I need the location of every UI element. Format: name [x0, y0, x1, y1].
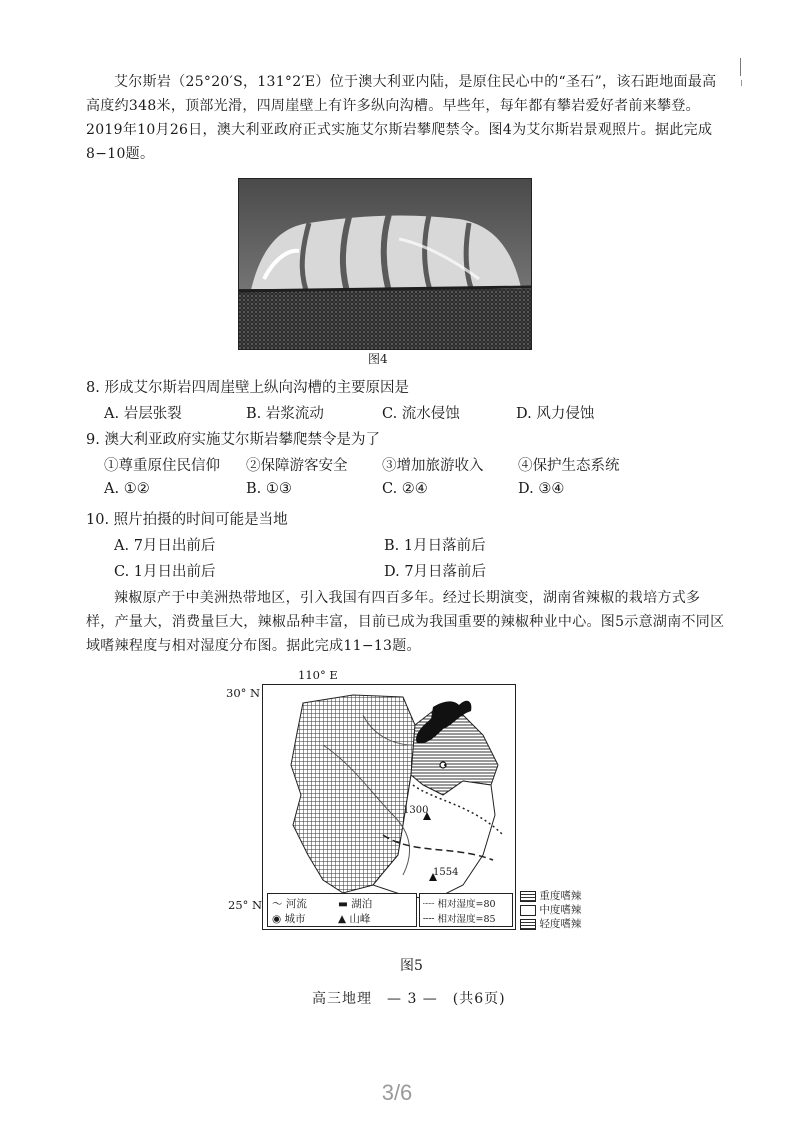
q8-option-d[interactable]: D. 风力侵蚀	[516, 406, 595, 422]
legend-lake: ▬ 湖泊	[338, 898, 373, 910]
hunan-chili-map	[262, 684, 516, 930]
legend-river: 〜 河流	[272, 898, 307, 910]
passage-ayers-rock: 艾尔斯岩（25°20′S，131°2′E）位于澳大利亚内陆，是原住民心中的“圣石”，该石距地面最高高度约348米，顶部光滑，四周崖壁上有许多纵向沟槽。早些年，每年都有攀岩爱好者前来攀登。2019年10月26日，澳大利亚政府正式实施艾尔斯岩攀爬禁令。图4为艾尔斯岩景观照片。据此完成8−10题。	[86, 74, 717, 162]
q9-item-3: ③增加旅游收入	[382, 458, 484, 474]
q9-option-c[interactable]: C. ②④	[382, 481, 428, 497]
passage-hunan-chili: 辣椒原产于中美洲热带地区，引入我国有四百多年。经过长期演变，湖南省辣椒的栽培方式多样，产量大，消费量巨大，辣椒品种丰富，目前已成为我国重要的辣椒种业中心。图5示意湖南不同区域嗜辣程度与相对湿度分布图。据此完成11−13题。	[86, 590, 725, 654]
legend-city: ◉ 城市	[272, 913, 306, 925]
light-pattern-icon	[520, 919, 536, 930]
legend-medium: 中度嗜辣	[520, 902, 581, 917]
legend-light: 轻度嗜辣	[520, 916, 581, 931]
figure-5-caption: 图5	[400, 958, 423, 974]
q8-option-a[interactable]: A. 岩层张裂	[104, 406, 182, 422]
q10-option-c[interactable]: C. 1月日出前后	[114, 564, 216, 580]
q9-item-4: ④保护生态系统	[518, 458, 620, 474]
heavy-pattern-icon	[520, 891, 536, 902]
question-10-stem: 10. 照片拍摄的时间可能是当地	[86, 512, 288, 528]
page-counter: 3/6	[381, 1080, 413, 1105]
peak-symbol-icon: ▲	[338, 913, 347, 925]
medium-pattern-icon	[520, 905, 536, 916]
peak-1300-label: 1300	[403, 805, 429, 816]
question-9-stem: 9. 澳大利亚政府实施艾尔斯岩攀爬禁令是为了	[86, 432, 380, 448]
dashed-line-icon: ╌╌	[423, 914, 435, 925]
q9-item-2: ②保障游客安全	[246, 458, 348, 474]
q10-option-d[interactable]: D. 7月日落前后	[384, 564, 487, 580]
lake-symbol-icon: ▬	[338, 898, 348, 910]
q8-option-b[interactable]: B. 岩浆流动	[246, 406, 324, 422]
chili-level-legend	[520, 888, 600, 930]
legend-heavy: 重度嗜辣	[520, 888, 581, 903]
q9-item-1: ①尊重原住民信仰	[104, 458, 220, 474]
legend-humidity-80: ┈┈ 相对湿度=80	[423, 899, 496, 910]
ayers-rock-illustration	[239, 179, 531, 349]
legend-peak: ▲ 山峰	[338, 913, 371, 925]
peak-1554-label: 1554	[433, 867, 459, 878]
q9-option-b[interactable]: B. ①③	[246, 481, 292, 497]
legend-humidity-85: ╌╌ 相对湿度=85	[423, 914, 496, 925]
city-symbol-icon: ◉	[272, 913, 282, 925]
q9-option-d[interactable]: D. ③④	[518, 481, 565, 497]
q9-option-a[interactable]: A. ①②	[104, 481, 150, 497]
map-lat-25-label: 25° N	[228, 898, 263, 912]
map-legend-left	[267, 893, 417, 927]
map-legend-humidity	[419, 893, 513, 927]
q10-option-a[interactable]: A. 7月日出前后	[114, 538, 216, 554]
margin-mark	[741, 80, 742, 86]
city-marker	[444, 764, 446, 766]
question-8-stem: 8. 形成艾尔斯岩四周崖壁上纵向沟槽的主要原因是	[86, 380, 409, 396]
map-longitude-label: 110° E	[298, 668, 338, 682]
dotted-line-icon: ┈┈	[423, 899, 435, 910]
ayers-rock-photo	[238, 178, 532, 350]
figure-4-caption: 图4	[368, 352, 388, 366]
page-footer: 高三地理 — 3 — (共6页)	[312, 991, 506, 1007]
q10-option-b[interactable]: B. 1月日落前后	[384, 538, 486, 554]
map-lat-30-label: 30° N	[226, 686, 261, 700]
q8-option-c[interactable]: C. 流水侵蚀	[382, 406, 460, 422]
river-symbol-icon: 〜	[272, 898, 283, 910]
margin-mark	[740, 58, 741, 76]
